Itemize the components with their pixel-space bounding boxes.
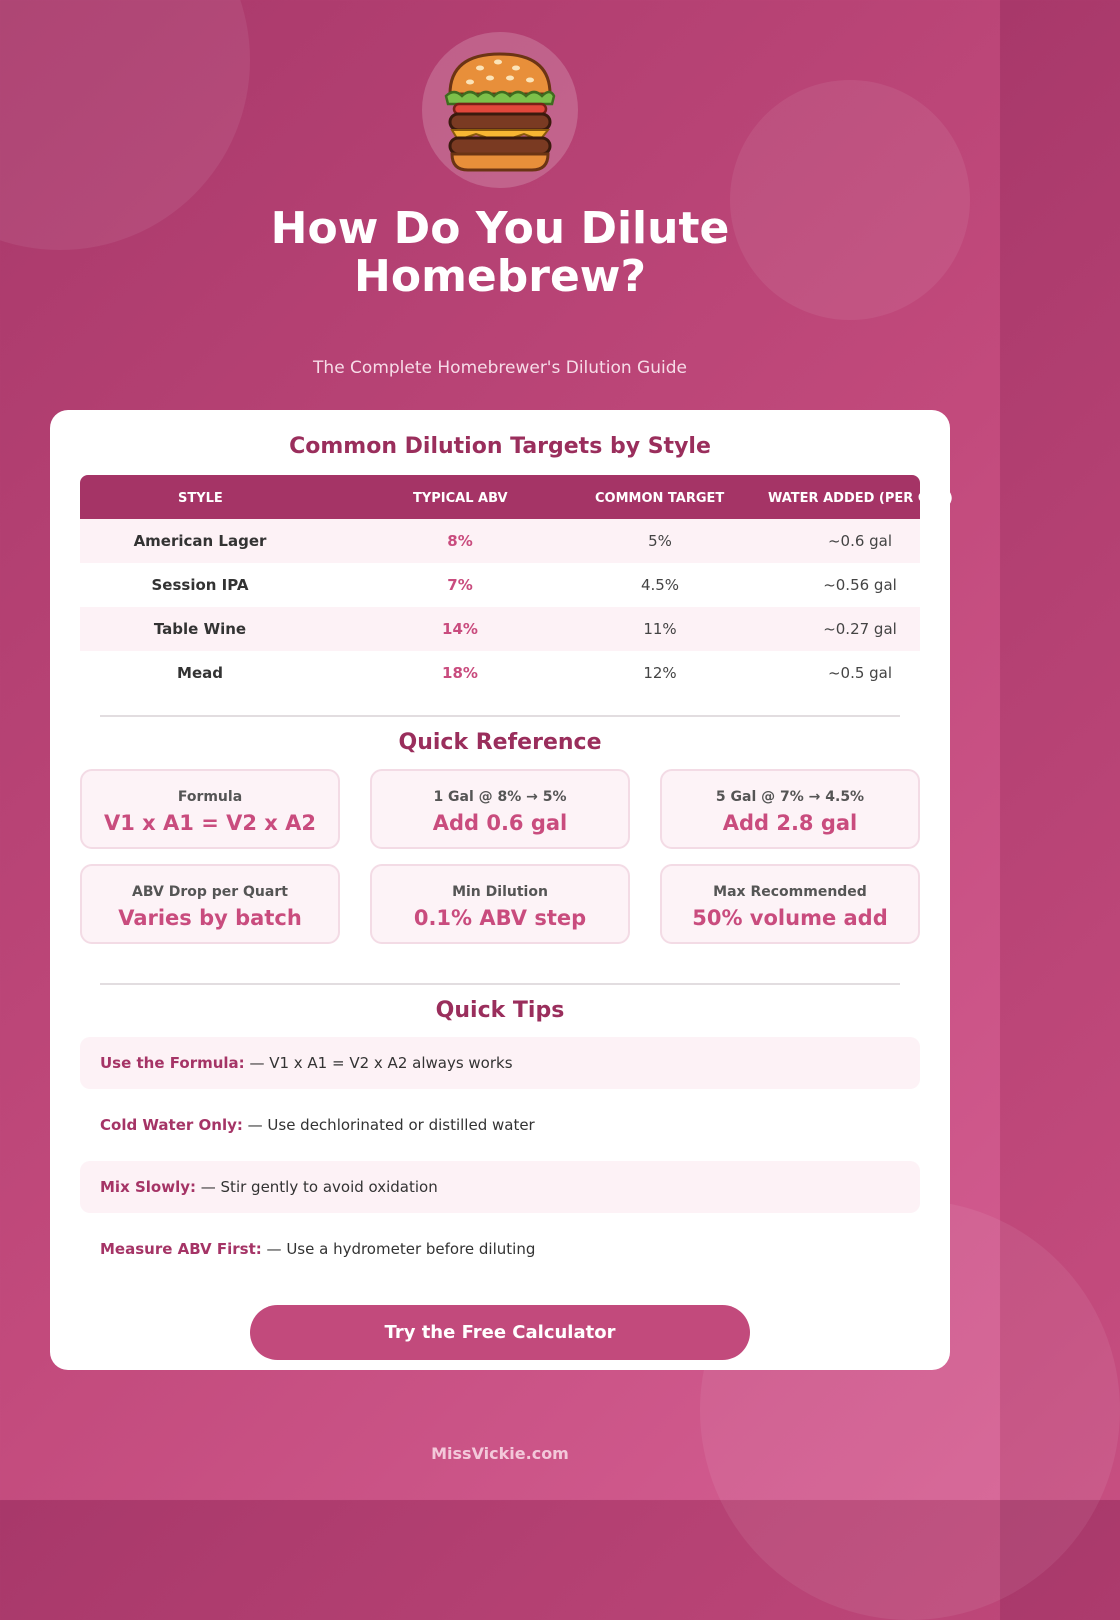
tip-key: Cold Water Only:	[100, 1116, 243, 1134]
cell-style: Table Wine	[153, 620, 247, 638]
tip-item	[80, 1161, 920, 1213]
reference-label: ABV Drop per Quart	[132, 884, 288, 900]
tip-item	[80, 1099, 920, 1151]
cell-target: 5%	[648, 532, 672, 550]
table-row	[80, 651, 920, 695]
column-header-target: COMMON TARGET	[595, 491, 725, 506]
cell-target: 12%	[643, 664, 677, 682]
content-card	[50, 410, 953, 1370]
tip-key: Use the Formula:	[100, 1054, 245, 1072]
cell-water: ~0.5 gal	[827, 664, 893, 682]
reference-label: 1 Gal @ 8% → 5%	[433, 789, 567, 805]
reference-value: Varies by batch	[118, 906, 302, 930]
tip-key: Measure ABV First:	[100, 1240, 262, 1258]
cell-abv: 8%	[447, 532, 473, 550]
tip-text: — Use a hydrometer before diluting	[261, 1240, 536, 1258]
logo	[422, 32, 578, 188]
reference-card	[370, 864, 630, 944]
cell-style: American Lager	[133, 532, 267, 550]
reference-label: Min Dilution	[452, 884, 548, 900]
tip-item	[80, 1037, 920, 1089]
reference-card	[660, 769, 920, 849]
footer-brand-link[interactable]: MissVickie.com	[431, 1444, 569, 1463]
tip-text: — Use dechlorinated or distilled water	[242, 1116, 535, 1134]
reference-label: 5 Gal @ 7% → 4.5%	[715, 789, 865, 805]
cell-style: Mead	[177, 664, 223, 682]
section-title-tips: Quick Tips	[435, 998, 565, 1023]
reference-value: 0.1% ABV step	[413, 906, 587, 930]
tip-item	[80, 1223, 920, 1275]
cell-abv: 18%	[442, 664, 478, 682]
reference-label: Max Recommended	[713, 884, 867, 900]
cell-style: Session IPA	[151, 576, 249, 594]
reference-label: Formula	[177, 789, 243, 805]
reference-value: Add 0.6 gal	[432, 811, 568, 835]
table-row	[80, 607, 920, 651]
reference-card	[80, 769, 340, 849]
cell-target: 11%	[643, 620, 677, 638]
divider	[100, 983, 900, 985]
tip-key: Mix Slowly:	[100, 1178, 196, 1196]
reference-value: V1 x A1 = V2 x A2	[103, 811, 316, 835]
tip-text: — V1 x A1 = V2 x A2 always works	[244, 1054, 513, 1072]
cell-water: ~0.6 gal	[827, 532, 893, 550]
cell-abv: 14%	[442, 620, 478, 638]
burger-icon	[440, 46, 560, 176]
column-header-style: STYLE	[178, 491, 223, 506]
dilution-table	[80, 475, 953, 695]
divider	[100, 715, 900, 717]
page-subtitle: The Complete Homebrewer's Dilution Guide	[313, 358, 687, 378]
section-title-reference: Quick Reference	[398, 730, 602, 755]
reference-value: Add 2.8 gal	[722, 811, 858, 835]
reference-card	[370, 769, 630, 849]
reference-card	[80, 864, 340, 944]
section-title-targets: Common Dilution Targets by Style	[289, 434, 711, 459]
reference-value: 50% volume add	[692, 906, 888, 930]
tip-text: — Stir gently to avoid oxidation	[196, 1178, 438, 1196]
calculator-button[interactable]: Try the Free Calculator	[250, 1305, 750, 1360]
table-row	[80, 563, 920, 607]
cell-target: 4.5%	[640, 576, 680, 594]
table-header	[80, 475, 953, 519]
cell-water: ~0.27 gal	[823, 620, 897, 638]
column-header-water: WATER ADDED (PER GAL)	[768, 491, 953, 506]
table-row	[80, 519, 920, 563]
reference-card	[660, 864, 920, 944]
column-header-abv: TYPICAL ABV	[413, 491, 508, 506]
page-title: How Do You Dilute Homebrew?	[270, 203, 730, 302]
cell-water: ~0.56 gal	[823, 576, 897, 594]
cell-abv: 7%	[447, 576, 473, 594]
